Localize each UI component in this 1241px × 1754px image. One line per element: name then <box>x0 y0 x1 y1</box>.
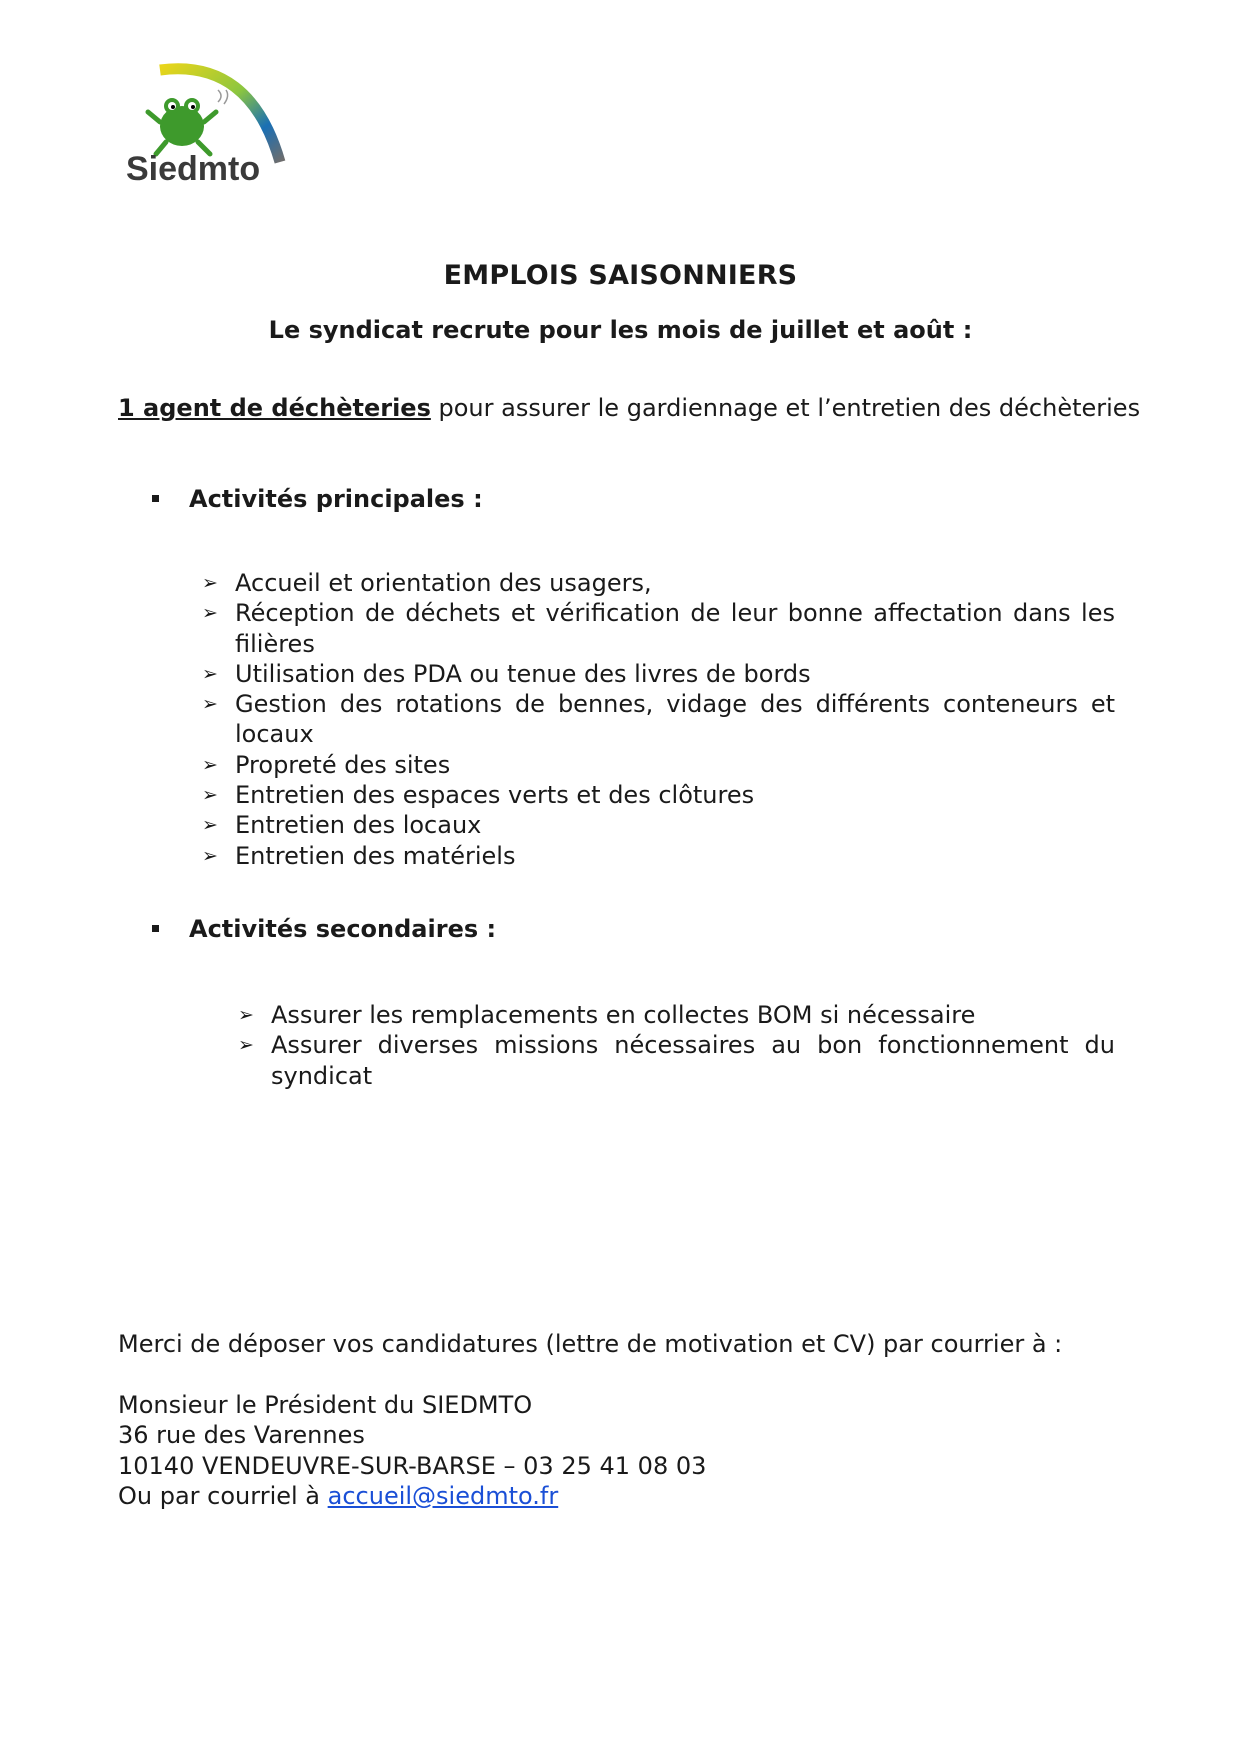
logo-wordmark: Siedmto <box>126 150 261 188</box>
list-item <box>236 1000 1115 1030</box>
address-recipient: Monsieur le Président du SIEDMTO <box>118 1391 533 1419</box>
list-item <box>200 568 1115 598</box>
list-item-text: Propreté des sites <box>235 750 451 779</box>
address-street: 36 rue des Varennes <box>118 1421 365 1450</box>
list-item <box>200 689 1115 750</box>
principales-heading <box>152 485 483 513</box>
arrow-bullet-icon: ➢ <box>238 1004 254 1026</box>
principales-heading-label: Activités principales : <box>189 485 483 513</box>
email-line <box>118 1481 706 1511</box>
address-city-phone: 10140 VENDEUVRE-SUR-BARSE – 03 25 41 08 03 <box>118 1451 707 1480</box>
page-subtitle: Le syndicat recrute pour les mois de juillet et août : <box>268 316 973 344</box>
square-bullet-icon <box>152 925 159 932</box>
secondaires-heading <box>152 915 496 943</box>
list-item-text: Utilisation des PDA ou tenue des livres de bords <box>235 659 811 688</box>
arrow-bullet-icon: ➢ <box>202 753 218 776</box>
siedmto-logo <box>120 62 288 194</box>
job-title: 1 agent de déchèteries <box>118 394 431 422</box>
arrow-bullet-icon: ➢ <box>202 814 218 837</box>
arrow-bullet-icon: ➢ <box>202 602 218 625</box>
list-item <box>200 750 1115 780</box>
list-item <box>200 780 1115 810</box>
list-item-text: Réception de déchets et vérification de leur bonne affectation dans les filières <box>235 599 1115 658</box>
job-intro <box>118 394 1140 422</box>
email-prefix: Ou par courriel à <box>118 1481 328 1510</box>
list-item <box>236 1030 1115 1091</box>
arrow-bullet-icon: ➢ <box>202 572 218 594</box>
arrow-bullet-icon: ➢ <box>202 662 218 685</box>
arrow-bullet-icon: ➢ <box>238 1034 254 1057</box>
list-item <box>200 598 1115 659</box>
page-title: EMPLOIS SAISONNIERS <box>443 260 798 291</box>
secondaires-list <box>236 1000 1115 1091</box>
principales-list <box>200 568 1115 871</box>
arrow-bullet-icon: ➢ <box>202 784 218 807</box>
arrow-bullet-icon: ➢ <box>202 844 218 867</box>
job-description: pour assurer le gardiennage et l’entretien des déchèteries <box>430 394 1141 422</box>
application-instructions: Merci de déposer vos candidatures (lettre de motivation et CV) par courrier à : <box>118 1330 1063 1358</box>
square-bullet-icon <box>152 495 159 502</box>
list-item-text: Entretien des matériels <box>235 841 516 870</box>
list-item <box>200 659 1115 689</box>
list-item <box>200 810 1115 840</box>
list-item-text: Accueil et orientation des usagers, <box>235 569 652 597</box>
list-item-text: Entretien des espaces verts et des clôtures <box>235 781 755 810</box>
list-item-text: Entretien des locaux <box>235 811 482 840</box>
postal-address <box>118 1390 706 1511</box>
arrow-bullet-icon: ➢ <box>202 693 218 716</box>
list-item-text: Assurer les remplacements en collectes BOM si nécessaire <box>271 1001 976 1029</box>
list-item-text: Gestion des rotations de bennes, vidage des différents conteneurs et locaux <box>235 690 1115 749</box>
secondaires-heading-label: Activités secondaires : <box>189 915 497 943</box>
list-item-text: Assurer diverses missions nécessaires au bon fonctionnement du syndicat <box>271 1031 1115 1090</box>
email-link[interactable]: accueil@siedmto.fr <box>327 1481 559 1510</box>
list-item <box>200 841 1115 871</box>
